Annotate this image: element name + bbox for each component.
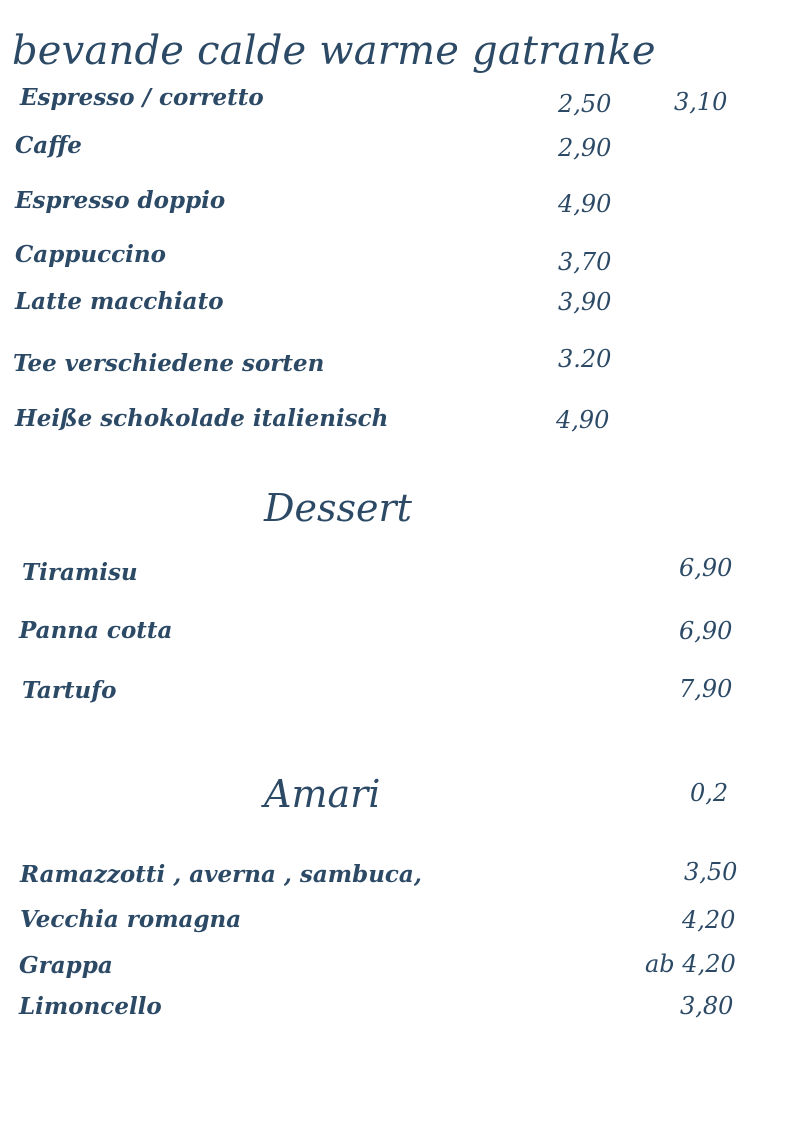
page-title: bevande calde warme gatranke — [12, 28, 656, 74]
item-price: ab 4,20 — [645, 950, 736, 978]
item-name: Panna cotta — [19, 617, 173, 644]
item-price: 7,90 — [679, 675, 733, 703]
item-price: 3,90 — [558, 288, 612, 316]
item-name: Tartufo — [22, 677, 117, 704]
item-name: Ramazzotti , averna , sambuca, — [20, 861, 422, 888]
item-name: Espresso / corretto — [20, 84, 264, 111]
item-price: 2,50 — [558, 90, 612, 118]
item-price: 4,90 — [556, 406, 610, 434]
item-price-corretto: 3,10 — [674, 88, 728, 116]
item-price: 3.20 — [558, 345, 612, 373]
amari-heading: Amari — [264, 772, 381, 816]
item-name: Vecchia romagna — [20, 906, 242, 933]
amari-size: 0,2 — [690, 779, 729, 807]
item-price: 3,70 — [558, 248, 612, 276]
item-name: Heiße schokolade italienisch — [15, 405, 389, 432]
item-price: 3,50 — [684, 858, 738, 886]
item-name: Espresso doppio — [15, 187, 226, 214]
item-price: 4,90 — [558, 190, 612, 218]
item-name: Cappuccino — [15, 241, 166, 268]
dessert-heading: Dessert — [264, 486, 412, 530]
item-name: Caffe — [15, 132, 82, 159]
item-name: Limoncello — [19, 993, 162, 1020]
item-price: 3,80 — [680, 992, 734, 1020]
item-price: 2,90 — [558, 134, 612, 162]
item-price: 6,90 — [679, 554, 733, 582]
item-name: Tee verschiedene sorten — [13, 350, 325, 377]
item-price: 6,90 — [679, 617, 733, 645]
item-name: Tiramisu — [22, 559, 138, 586]
item-name: Latte macchiato — [15, 288, 224, 315]
item-price: 4,20 — [682, 906, 736, 934]
item-name: Grappa — [19, 952, 113, 979]
